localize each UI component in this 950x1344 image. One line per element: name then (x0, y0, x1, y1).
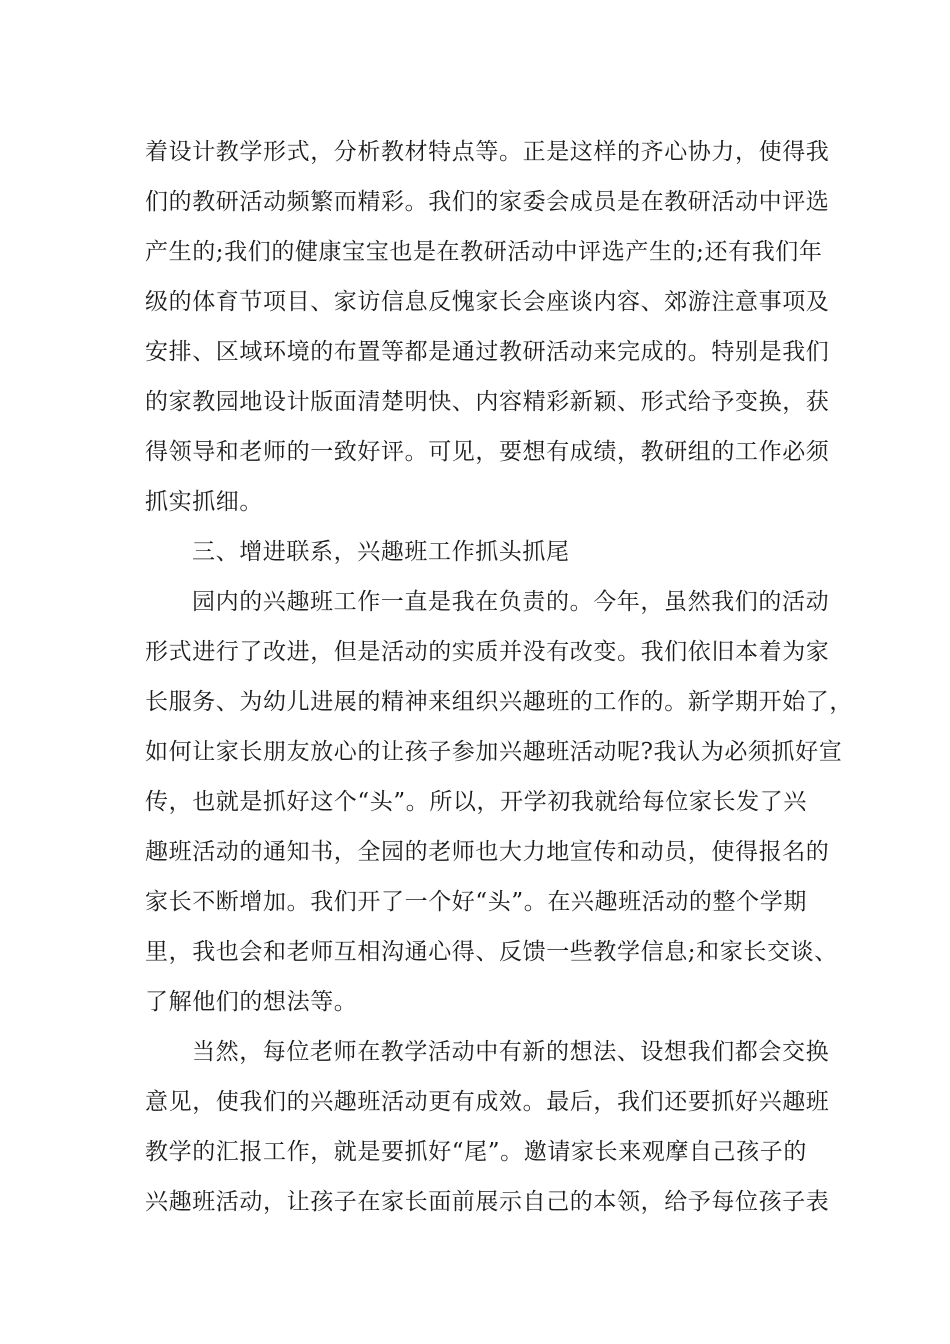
paragraph-line: 安排、区域环境的布置等都是通过教研活动来完成的。特别是我们 (145, 339, 830, 365)
paragraph-line: 如何让家长朋友放心的让孩子参加兴趣班活动呢?我认为必须抓好宣 (145, 739, 843, 765)
paragraph-line: 抓实抓细。 (145, 489, 263, 515)
paragraph-line: 着设计教学形式，分析教材特点等。正是这样的齐心协力，使得我 (145, 139, 830, 165)
paragraph-line: 兴趣班活动，让孩子在家长面前展示自己的本领，给予每位孩子表 (145, 1189, 830, 1215)
paragraph-line: 里，我也会和老师互相沟通心得、反馈一些教学信息;和家长交谈、 (145, 939, 838, 965)
paragraph-line: 教学的汇报工作，就是要抓好“尾”。邀请家长来观摩自己孩子的 (145, 1139, 807, 1165)
paragraph-line: 当然，每位老师在教学活动中有新的想法、设想我们都会交换 (192, 1039, 830, 1065)
paragraph-line: 趣班活动的通知书，全园的老师也大力地宣传和动员，使得报名的 (145, 839, 830, 865)
paragraph-line: 得领导和老师的一致好评。可见，要想有成绩，教研组的工作必须 (145, 439, 830, 465)
paragraph-line: 们的教研活动频繁而精彩。我们的家委会成员是在教研活动中评选 (145, 189, 830, 215)
paragraph-line: 长服务、为幼儿进展的精神来组织兴趣班的工作的。新学期开始了， (145, 689, 853, 715)
section-heading: 三、增进联系，兴趣班工作抓头抓尾 (192, 539, 570, 565)
paragraph-line: 级的体育节项目、家访信息反愧家长会座谈内容、郊游注意事项及 (145, 289, 830, 315)
paragraph-line: 产生的;我们的健康宝宝也是在教研活动中评选产生的;还有我们年 (145, 239, 823, 265)
paragraph-line: 的家教园地设计版面清楚明快、内容精彩新颖、形式给予变换，获 (145, 389, 830, 415)
paragraph-line: 家长不断增加。我们开了一个好“头”。在兴趣班活动的整个学期 (145, 889, 807, 915)
paragraph-line: 意见，使我们的兴趣班活动更有成效。最后，我们还要抓好兴趣班 (145, 1089, 830, 1115)
paragraph-line: 园内的兴趣班工作一直是我在负责的。今年，虽然我们的活动 (192, 589, 830, 615)
paragraph-line: 形式进行了改进，但是活动的实质并没有改变。我们依旧本着为家 (145, 639, 830, 665)
paragraph-line: 传，也就是抓好这个“头”。所以，开学初我就给每位家长发了兴 (145, 789, 807, 815)
paragraph-line: 了解他们的想法等。 (145, 989, 358, 1015)
